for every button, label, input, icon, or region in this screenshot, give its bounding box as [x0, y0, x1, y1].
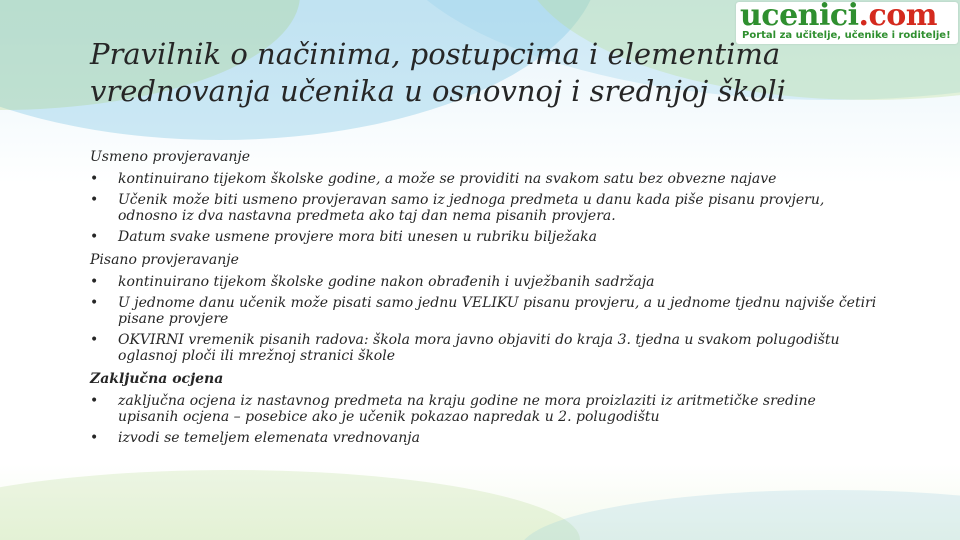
list-item	[90, 393, 880, 425]
bullet-icon: •	[90, 274, 99, 290]
slide-body	[90, 147, 880, 451]
bullet-icon: •	[90, 295, 99, 311]
section-heading: Zaključna ocjena	[90, 371, 224, 387]
bullet-icon: •	[90, 229, 99, 245]
section-heading: Usmeno provjeravanje	[90, 149, 250, 165]
bullet-icon: •	[90, 171, 99, 187]
list-item	[90, 229, 880, 245]
bullet-icon: •	[90, 332, 99, 348]
list-item-text: kontinuirano tijekom školske godine, a može se providiti na svakom satu bez obvezne najave	[118, 171, 777, 187]
list-item	[90, 274, 880, 290]
logo-brand-main: ucenici	[740, 0, 859, 33]
slide-title: Pravilnik o načinima, postupcima i elementima vrednovanja učenika u osnovnoj i srednjoj školi	[90, 37, 786, 108]
list-item-text: OKVIRNI vremenik pisanih radova: škola mora javno objaviti do kraja 3. tjedna u svakom polugodištu oglasnoj ploči ili mrežnoj stranici škole	[118, 332, 840, 364]
bullet-icon: •	[90, 192, 99, 208]
section-heading: Pisano provjeravanje	[90, 252, 239, 268]
list-item-text: kontinuirano tijekom školske godine nakon obrađenih i uvježbanih sadržaja	[118, 274, 655, 290]
list-item-text: Učenik može biti usmeno provjeravan samo iz jednoga predmeta u danu kada piše pisanu provjeru, odnosno iz dva nastavna predmeta ako taj dan nema pisanih provjera.	[118, 192, 825, 224]
logo-tagline: Portal za učitelje, učenike i roditelje!	[742, 30, 951, 41]
logo-wordmark	[740, 0, 937, 33]
list-item	[90, 430, 880, 446]
bullet-icon: •	[90, 430, 99, 446]
list-item	[90, 332, 880, 364]
background-wave	[520, 490, 960, 540]
list-item	[90, 192, 880, 224]
list-item-text: izvodi se temeljem elemenata vrednovanja	[118, 430, 420, 446]
list-item-text: Datum svake usmene provjere mora biti unesen u rubriku bilježaka	[118, 229, 597, 245]
bullet-icon: •	[90, 393, 99, 409]
list-item	[90, 295, 880, 327]
background-wave	[0, 470, 580, 540]
list-item-text: U jednome danu učenik može pisati samo jednu VELIKU pisanu provjeru, a u jednome tjednu najviše četiri pisane provjere	[118, 295, 877, 327]
list-item-text: zaključna ocjena iz nastavnog predmeta na kraju godine ne mora proizlaziti iz aritmetičke sredine upisanih ocjena – posebice ako je učenik pokazao napredak u 2. polugodištu	[118, 393, 816, 425]
logo-brand-suffix: .com	[858, 0, 938, 33]
list-item	[90, 171, 880, 187]
